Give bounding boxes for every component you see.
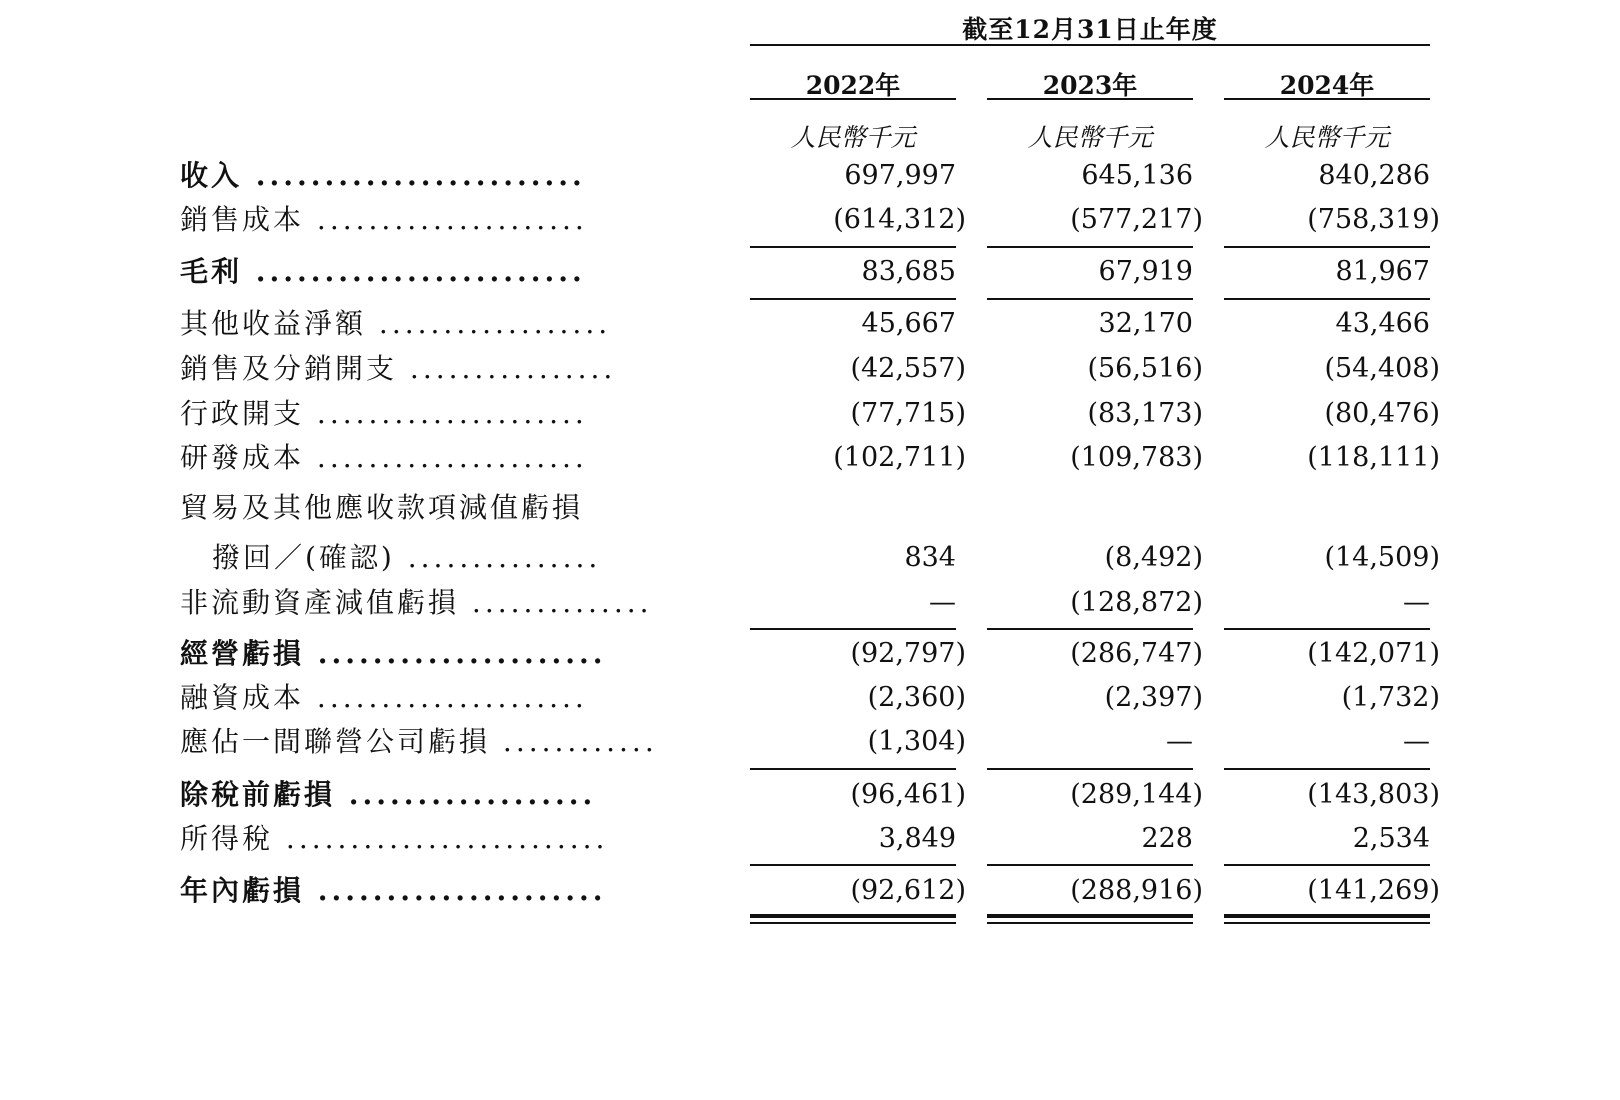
value-cell: (42,557): [850, 353, 966, 384]
value-cell: (288,916): [1070, 875, 1203, 906]
value-cell: 2,534: [1352, 823, 1430, 854]
leader-dots: ..............: [459, 586, 653, 619]
value-cell: 67,919: [1098, 256, 1193, 287]
year-rule-2023: [987, 98, 1193, 100]
subtotal-rule: [750, 298, 956, 300]
value-cell: (8,492): [1104, 542, 1203, 573]
table-row: [0, 678, 1620, 718]
subtotal-rule: [750, 628, 956, 630]
subtotal-rule: [1224, 768, 1430, 770]
subtotal-rule: [1224, 864, 1430, 866]
row-label: [212, 538, 736, 578]
value-cell: (2,360): [867, 682, 966, 713]
leader-dots: .....................: [304, 203, 588, 236]
subtotal-rule: [1224, 628, 1430, 630]
table-row: [0, 349, 1620, 389]
unit-label-2024: 人民幣千元: [1264, 123, 1390, 152]
table-row: [0, 394, 1620, 434]
total-double-rule: [1224, 922, 1430, 924]
table-row: [0, 722, 1620, 762]
row-label-text: 應佔一間聯營公司虧損: [180, 725, 491, 758]
value-cell: (80,476): [1324, 398, 1440, 429]
row-label: [180, 200, 736, 240]
row-label: [180, 871, 736, 911]
row-label: [180, 678, 736, 718]
value-cell: (577,217): [1070, 204, 1203, 235]
value-cell: 697,997: [844, 160, 956, 191]
value-cell: (286,747): [1070, 638, 1203, 669]
value-cell: 645,136: [1081, 160, 1193, 191]
value-cell: (77,715): [850, 398, 966, 429]
total-double-rule: [987, 922, 1193, 924]
row-label: [180, 819, 736, 859]
leader-dots: ..................: [366, 307, 612, 340]
leader-dots: ........................: [242, 159, 586, 192]
value-cell: (56,516): [1087, 353, 1203, 384]
row-label-text: 所得稅: [180, 822, 274, 855]
value-cell: 228: [1141, 823, 1193, 854]
row-label-text: 行政開支: [180, 397, 305, 430]
value-cell: —: [929, 587, 956, 618]
value-cell: —: [1166, 726, 1193, 757]
row-label-text: 研發成本: [180, 441, 305, 474]
row-label-text: 融資成本: [180, 681, 305, 714]
row-label-text: 非流動資產減值虧損: [180, 586, 460, 619]
subtotal-rule: [750, 864, 956, 866]
row-label-text: 銷售及分銷開支: [180, 352, 398, 385]
row-label: [180, 488, 736, 528]
year-rule-2024: [1224, 98, 1430, 100]
value-cell: —: [1403, 587, 1430, 618]
row-label-text: 經營虧損: [180, 637, 305, 670]
value-cell: 32,170: [1098, 308, 1193, 339]
row-label: [180, 156, 736, 196]
row-label: [180, 583, 736, 623]
row-label-text: 毛利: [180, 255, 243, 288]
value-cell: (109,783): [1070, 442, 1203, 473]
year-header-2023: 2023年: [1042, 71, 1138, 100]
row-label: [180, 394, 736, 434]
total-double-rule: [750, 922, 956, 924]
value-cell: (102,711): [833, 442, 966, 473]
value-cell: 45,667: [861, 308, 956, 339]
row-label: [180, 252, 736, 292]
value-cell: (14,509): [1324, 542, 1440, 573]
row-label: [180, 304, 736, 344]
table-row: [0, 488, 1620, 528]
row-label: [180, 438, 736, 478]
year-rule-2022: [750, 98, 956, 100]
value-cell: (118,111): [1307, 442, 1440, 473]
value-cell: (758,319): [1307, 204, 1440, 235]
value-cell: (142,071): [1307, 638, 1440, 669]
value-cell: (128,872): [1070, 587, 1203, 618]
value-cell: (54,408): [1324, 353, 1440, 384]
leader-dots: ...............: [394, 541, 602, 574]
leader-dots: ..................: [335, 778, 597, 811]
table-row: [0, 634, 1620, 674]
total-double-rule: [1224, 914, 1430, 922]
subtotal-rule: [750, 246, 956, 248]
row-label-text: 其他收益淨額: [180, 307, 367, 340]
value-cell: 3,849: [878, 823, 956, 854]
unit-label-2022: 人民幣千元: [790, 123, 916, 152]
table-row: [0, 775, 1620, 815]
value-cell: (83,173): [1087, 398, 1203, 429]
value-cell: 840,286: [1318, 160, 1430, 191]
year-header-2022: 2022年: [805, 71, 901, 100]
subtotal-rule: [750, 768, 956, 770]
table-row: [0, 438, 1620, 478]
total-double-rule: [987, 914, 1193, 922]
row-label-text: 銷售成本: [180, 203, 305, 236]
value-cell: (96,461): [850, 779, 966, 810]
header-rule: [750, 44, 1430, 46]
row-label: [180, 722, 736, 762]
value-cell: (1,732): [1341, 682, 1440, 713]
row-label-text: 貿易及其他應收款項減值虧損: [180, 491, 584, 524]
row-label-text: 收入: [180, 159, 243, 192]
table-row: [0, 819, 1620, 859]
value-cell: (1,304): [867, 726, 966, 757]
value-cell: (2,397): [1104, 682, 1203, 713]
value-cell: 83,685: [861, 256, 956, 287]
value-cell: (92,797): [850, 638, 966, 669]
value-cell: 834: [904, 542, 956, 573]
leader-dots: ........................: [242, 255, 586, 288]
row-label-text: 除稅前虧損: [180, 778, 336, 811]
year-header-2024: 2024年: [1279, 71, 1375, 100]
leader-dots: ................: [397, 352, 617, 385]
table-row: [0, 583, 1620, 623]
row-label: [180, 775, 736, 815]
leader-dots: .....................: [304, 681, 588, 714]
leader-dots: ............: [490, 725, 658, 758]
table-row: [0, 252, 1620, 292]
value-cell: —: [1403, 726, 1430, 757]
row-label-text: 年內虧損: [180, 874, 305, 907]
row-label: [180, 349, 736, 389]
subtotal-rule: [987, 298, 1193, 300]
leader-dots: .....................: [304, 874, 607, 907]
value-cell: (141,269): [1307, 875, 1440, 906]
table-row: [0, 304, 1620, 344]
subtotal-rule: [1224, 246, 1430, 248]
subtotal-rule: [987, 864, 1193, 866]
value-cell: (143,803): [1307, 779, 1440, 810]
value-cell: (92,612): [850, 875, 966, 906]
unit-label-2023: 人民幣千元: [1027, 123, 1153, 152]
subtotal-rule: [987, 768, 1193, 770]
value-cell: (289,144): [1070, 779, 1203, 810]
leader-dots: .........................: [273, 822, 609, 855]
table-row: [0, 871, 1620, 911]
table-row: [0, 156, 1620, 196]
value-cell: (614,312): [833, 204, 966, 235]
subtotal-rule: [1224, 298, 1430, 300]
value-cell: 81,967: [1335, 256, 1430, 287]
leader-dots: .....................: [304, 397, 588, 430]
subtotal-rule: [987, 628, 1193, 630]
subtotal-rule: [987, 246, 1193, 248]
value-cell: 43,466: [1335, 308, 1430, 339]
row-label: [180, 634, 736, 674]
leader-dots: .....................: [304, 637, 607, 670]
leader-dots: .....................: [304, 441, 588, 474]
table-row: [0, 538, 1620, 578]
total-double-rule: [750, 914, 956, 922]
period-header: 截至12月31日止年度: [962, 15, 1218, 44]
table-row: [0, 200, 1620, 240]
row-label-text: 撥回／(確認): [212, 541, 395, 574]
